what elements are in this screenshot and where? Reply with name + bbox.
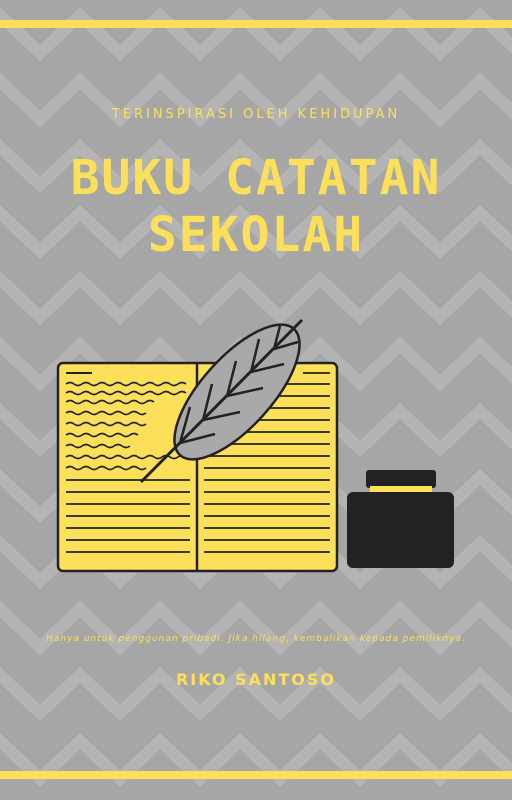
cover-subtitle: TERINSPIRASI OLEH KEHIDUPAN <box>111 107 401 122</box>
illustration <box>0 300 512 590</box>
ownership-note: Hanya untuk penggunan pribadi. Jika hilang, kembalikan kepada pemiliknya. <box>46 634 466 644</box>
ink-bottle-icon <box>347 470 454 568</box>
top-stripe <box>0 20 512 28</box>
bottom-stripe <box>0 771 512 779</box>
cover-title-line-2: SEKOLAH <box>147 207 365 263</box>
cover-title <box>0 150 512 264</box>
owner-name: RIKO SANTOSO <box>175 670 337 689</box>
cover-title-line-1: BUKU CATATAN <box>70 150 442 206</box>
